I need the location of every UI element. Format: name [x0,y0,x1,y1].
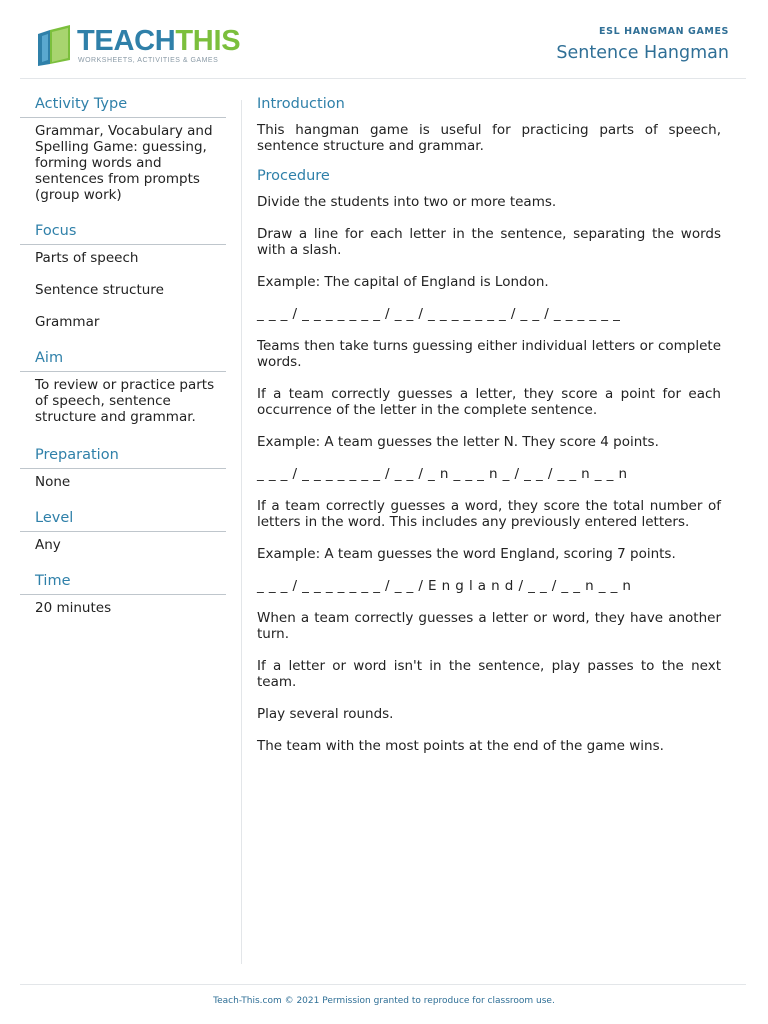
procedure-step: Divide the students into two or more teams. [257,194,557,210]
footer-divider [20,984,746,985]
category-label: ESL HANGMAN GAMES [599,26,729,37]
procedure-step: The team with the most points at the end of the game wins. [257,738,664,754]
header-right [556,26,729,63]
level-text: Any [35,537,61,553]
procedure-step: Draw a line for each letter in the sentence, separating the words with a slash. [257,226,721,258]
procedure-step: If a letter or word isn't in the sentence, play passes to the next team. [257,658,721,690]
hangman-blanks: _ _ _ / _ _ _ _ _ _ _ / _ _ / E n g l a n d / _ _ / _ _ n _ _ n [257,578,632,594]
footer-copyright: Teach-This.com © 2021 Permission granted to reproduce for classroom use. [213,996,555,1006]
column-divider [241,100,242,964]
header-divider [20,78,746,79]
procedure-step: If a team correctly guesses a word, they score the total number of letters in the word. This includes any previously entered letters. [257,498,721,530]
introduction-heading: Introduction [257,96,345,112]
level-heading: Level [20,510,226,532]
activity-type-text: Grammar, Vocabulary and Spelling Game: guessing, forming words and sentences from prompts (group work) [35,123,213,203]
introduction-text: This hangman game is useful for practicing parts of speech, sentence structure and grammar. [257,122,721,154]
preparation-text: None [35,474,71,490]
teach-this-logo [36,24,241,70]
logo-word-this: THIS [175,25,241,57]
procedure-step: If a team correctly guesses a letter, they score a point for each occurrence of the letter in the complete sentence. [257,386,721,418]
aim-section [20,350,226,425]
main-content [257,96,721,770]
focus-item: Grammar [35,314,100,330]
time-text: 20 minutes [35,600,112,616]
activity-type-heading: Activity Type [20,96,226,118]
page-title: Sentence Hangman [556,43,729,63]
focus-heading: Focus [20,223,226,245]
hangman-blanks: _ _ _ / _ _ _ _ _ _ _ / _ _ / _ _ _ _ _ _ _ / _ _ / _ _ _ _ _ _ [257,306,621,322]
sidebar [20,96,226,632]
procedure-step: Example: The capital of England is London. [257,274,549,290]
procedure-step: Example: A team guesses the letter N. They score 4 points. [257,434,659,450]
book-logo-icon [36,24,76,68]
procedure-step: Play several rounds. [257,706,394,722]
hangman-blanks: _ _ _ / _ _ _ _ _ _ _ / _ _ / _ n _ _ _ n _ / _ _ / _ _ n _ _ n [257,466,628,482]
time-heading: Time [20,573,226,595]
procedure-heading: Procedure [257,168,330,184]
focus-item: Sentence structure [35,282,164,298]
logo-tagline: WORKSHEETS, ACTIVITIES & GAMES [78,57,219,64]
focus-item: Parts of speech [35,250,139,266]
level-section [20,510,226,553]
time-section [20,573,226,616]
preparation-section [20,447,226,490]
activity-type-section [20,96,226,203]
preparation-heading: Preparation [20,447,226,469]
aim-text: To review or practice parts of speech, sentence structure and grammar. [35,377,215,425]
focus-section [20,223,226,330]
procedure-step: Teams then take turns guessing either individual letters or complete words. [257,338,721,370]
logo-wordmark [77,25,240,58]
procedure-step: When a team correctly guesses a letter or word, they have another turn. [257,610,721,642]
aim-heading: Aim [20,350,226,372]
procedure-step: Example: A team guesses the word England, scoring 7 points. [257,546,676,562]
logo-word-teach: TEACH [77,25,176,57]
